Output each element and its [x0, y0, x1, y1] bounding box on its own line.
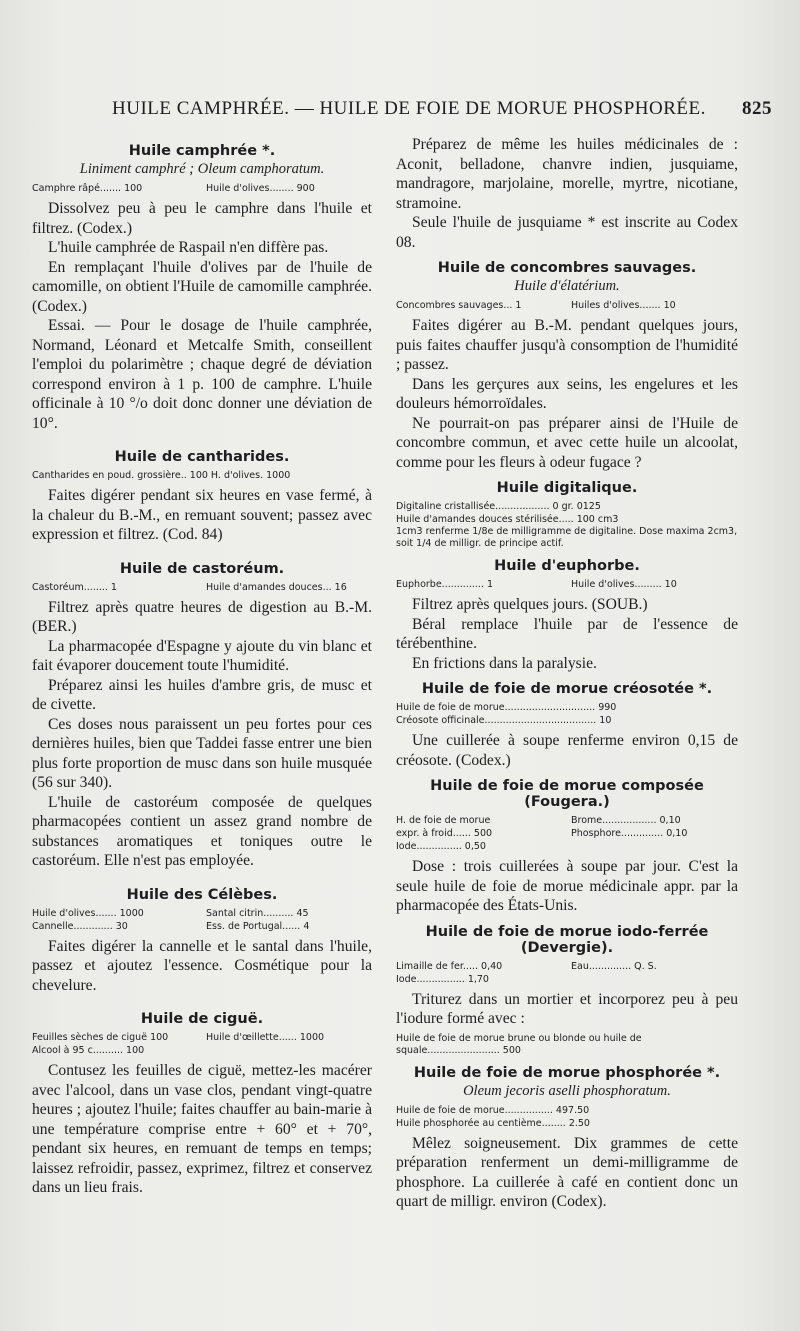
recipe-table — [396, 960, 738, 986]
recipe-table — [396, 1104, 738, 1130]
recipe-cell: Huiles d'olives....... 10 — [571, 300, 676, 311]
paragraph: Filtrez après quatre heures de digestion au B.-M. (BER.) — [32, 598, 372, 635]
recipe-table — [396, 1033, 738, 1057]
recipe-cell: Brome.................. 0,10 — [571, 815, 681, 826]
section-title: Huile de concombres sauvages. — [437, 260, 697, 276]
paragraph: Contusez les feuilles de ciguë, mettez-les macérer avec l'alcool, dans un vase clos, pendant vingt-quatre heures ; ajoutez l'huile; faites chauffer au bain-marie à une température comprise entre + 60° et + 70°, pendant six heures, en remuant de temps en temps; laissez refroidir, passez, exprimez, filtrez et conservez dans un lieu frais. — [32, 1062, 372, 1196]
recipe-cell: Huile de foie de morue.............................. 990 — [396, 702, 617, 713]
recipe-cell: Huile phosphorée au centième........ 2.50 — [396, 1117, 590, 1129]
recipe-cell: Castoréum........ 1 — [32, 581, 117, 593]
recipe-table — [32, 469, 372, 482]
paragraph: Dissolvez peu à peu le camphre dans l'huile et filtrez. (Codex.) — [32, 200, 372, 237]
paragraph: Préparez de même les huiles médicinales de : Aconit, belladone, chanvre indien, jusquiame, mandragore, marjolaine, morelle, myrtre, nicotiane, stramoine. — [396, 136, 738, 212]
section-title: Huile digitalique. — [496, 480, 638, 496]
recipe-cell: Huile d'olives....... 1000 — [32, 907, 144, 919]
recipe-cell: Huile de foie de morue................ 497.50 — [396, 1104, 590, 1116]
paragraph: Faites digérer la cannelle et le santal dans l'huile, passez et ajoutez l'essence. Cosmétique pour la chevelure. — [32, 937, 372, 994]
recipe-table — [32, 182, 372, 195]
paragraph: En frictions dans la paralysie. — [412, 654, 597, 672]
section-title: Huile camphrée *. — [128, 143, 276, 159]
recipe-table — [396, 814, 738, 853]
recipe-cell: Phosphore.............. 0,10 — [571, 828, 688, 839]
recipe-table — [32, 907, 372, 933]
recipe-cell — [571, 840, 738, 853]
recipe-cell: Santal citrin.......... 45 — [206, 907, 309, 919]
paragraph: Essai. — Pour le dosage de l'huile camphrée, Normand, Léonard et Metcalfe Smith, conseillent l'emploi du polarimètre ; chaque degré de déviation correspond environ à 1 p. 100 de camphre. L'huile officinale à 10 °/o doit donc donner une déviation de 10°. — [32, 317, 372, 432]
recipe-cell: Huile d'amandes douces stérilisée..... 100 cm3 — [396, 514, 619, 525]
paragraph: Béral remplace l'huile par de l'essence de térébenthine. — [396, 615, 738, 652]
section-title: Huile de cantharides. — [114, 449, 290, 465]
paragraph: Filtrez après quelques jours. (SOUB.) — [412, 596, 648, 613]
paragraph: Dose : trois cuillerées à soupe par jour. C'est la seule huile de foie de morue médicinale appr. par la pharmacopée des États-Unis. — [396, 858, 738, 914]
header-title: HUILE CAMPHRÉE. — HUILE DE FOIE DE MORUE PHOSPHORÉE. — [112, 98, 706, 119]
recipe-cell: Créosote officinale..................................... 10 — [396, 715, 612, 726]
recipe-cell: Iode................ 1,70 — [396, 973, 489, 985]
recipe-cell: Alcool à 95 c.......... 100 — [32, 1045, 145, 1056]
paragraph: Mêlez soigneusement. Dix grammes de cette préparation renferment un demi-milligramme de phosphore. La cuillerée à café en contient donc un quart de milligr. environ (Codex). — [396, 1134, 738, 1210]
recipe-cell: Camphre râpé....... 100 — [32, 183, 143, 194]
paragraph: Dans les gerçures aux seins, les engelures et les douleurs hémorroïdales. — [396, 375, 738, 412]
recipe-cell: Digitaline cristallisée.................. 0 gr. 0125 — [396, 501, 601, 512]
recipe-table — [396, 578, 738, 591]
recipe-cell: Euphorbe.............. 1 — [396, 579, 494, 590]
recipe-cell: Huile d'amandes douces... 16 — [206, 581, 347, 593]
recipe-table — [396, 701, 738, 727]
recipe-cell: Iode............... 0,50 — [396, 841, 486, 852]
paragraph: Faites digérer pendant six heures en vase fermé, à la chaleur du B.-M., en remuant souvent; passez avec expression et filtrez. (Cod. 84) — [32, 487, 372, 543]
right-column — [396, 135, 738, 1212]
section-title: Huile de foie de morue composée (Fougera.) — [430, 778, 704, 810]
paragraph: Une cuillerée à soupe renferme environ 0,15 de créosote. (Codex.) — [396, 732, 738, 769]
recipe-cell: Huile d'olives......... 10 — [571, 579, 677, 590]
paragraph: Ces doses nous paraissent un peu fortes pour ces dernières huiles, bien que Taddei fasse entrer une bien plus forte proportion de musc dans son huile musquée (56 sur 340). — [32, 715, 372, 791]
recipe-table — [32, 1031, 372, 1057]
recipe-cell: Concombres sauvages... 1 — [396, 300, 522, 311]
paragraph: En remplaçant l'huile d'olives par de l'huile de camomille, on obtient l'Huile de camomille camphrée. (Codex.) — [32, 258, 372, 315]
recipe-cell: H. de foie de morue — [396, 815, 491, 826]
recipe-note: 1cm3 renferme 1/8e de milligramme de digitaline. Dose maxima 2cm3, soit 1/4 de milligr. de principe actif. — [396, 526, 738, 549]
recipe-cell — [206, 1044, 372, 1057]
paragraph: Préparez ainsi les huiles d'ambre gris, de musc et de civette. — [32, 676, 372, 713]
section-subtitle: Huile d'élatérium. — [514, 278, 620, 294]
page-number: 825 — [742, 98, 772, 119]
recipe-table — [32, 581, 372, 594]
recipe-cell: Limaille de fer..... 0,40 — [396, 960, 503, 972]
paragraph: Faites digérer au B.-M. pendant quelques jours, puis faites chauffer jusqu'à consomption de l'humidité ; passez. — [396, 317, 738, 373]
recipe-cell: Cannelle............. 30 — [32, 920, 128, 932]
running-header — [112, 98, 772, 128]
recipe-cell — [571, 973, 738, 986]
paragraph: L'huile camphrée de Raspail n'en diffère pas. — [48, 239, 329, 256]
recipe-table — [396, 299, 738, 312]
section-subtitle: Liniment camphré ; Oleum camphoratum. — [79, 161, 325, 177]
recipe-cell: Ess. de Portugal...... 4 — [206, 920, 310, 932]
recipe-cell: Huile d'olives........ 900 — [206, 183, 315, 194]
recipe-cell: Feuilles sèches de ciguë 100 — [32, 1032, 169, 1043]
paragraph: Seule l'huile de jusquiame * est inscrite au Codex 08. — [396, 214, 738, 251]
section-title: Huile des Célèbes. — [126, 886, 278, 903]
section-title: Huile de foie de morue iodo-ferrée (Devergie). — [425, 923, 709, 956]
recipe-cell: Huile de foie de morue brune ou blonde ou huile de squale........................ 500 — [396, 1032, 642, 1056]
recipe-cell: Huile d'œillette...... 1000 — [206, 1032, 325, 1043]
left-column — [32, 135, 372, 1198]
recipe-table — [396, 500, 738, 550]
section-title: Huile de foie de morue phosphorée *. — [413, 1064, 721, 1081]
paragraph: Ne pourrait-on pas préparer ainsi de l'Huile de concombre commun, et avec cette huile un alcoolat, comme pour les fleurs à odeur fugace ? — [396, 414, 738, 471]
paragraph: L'huile de castoréum composée de quelques pharmacopées contient un assez grand nombre de substances aromatiques et toniques outre le castoréum. Elle n'est pas employée. — [32, 793, 372, 869]
section-subtitle: Oleum jecoris aselli phosphoratum. — [463, 1082, 671, 1099]
section-title: Huile de castoréum. — [119, 560, 285, 577]
recipe-cell: Eau.............. Q. S. — [571, 960, 657, 972]
section-title: Huile de ciguë. — [140, 1011, 264, 1027]
recipe-cell: expr. à froid...... 500 — [396, 828, 493, 839]
paragraph: Triturez dans un mortier et incorporez peu à peu l'iodure formé avec : — [396, 990, 738, 1027]
section-title: Huile de foie de morue créosotée *. — [421, 681, 713, 697]
recipe-cell: Cantharides en poud. grossière.. 100 H. d'olives. 1000 — [32, 470, 291, 481]
section-title: Huile d'euphorbe. — [494, 558, 640, 574]
paragraph: La pharmacopée d'Espagne y ajoute du vin blanc et fait évaporer doucement toute l'humidité. — [32, 637, 372, 674]
